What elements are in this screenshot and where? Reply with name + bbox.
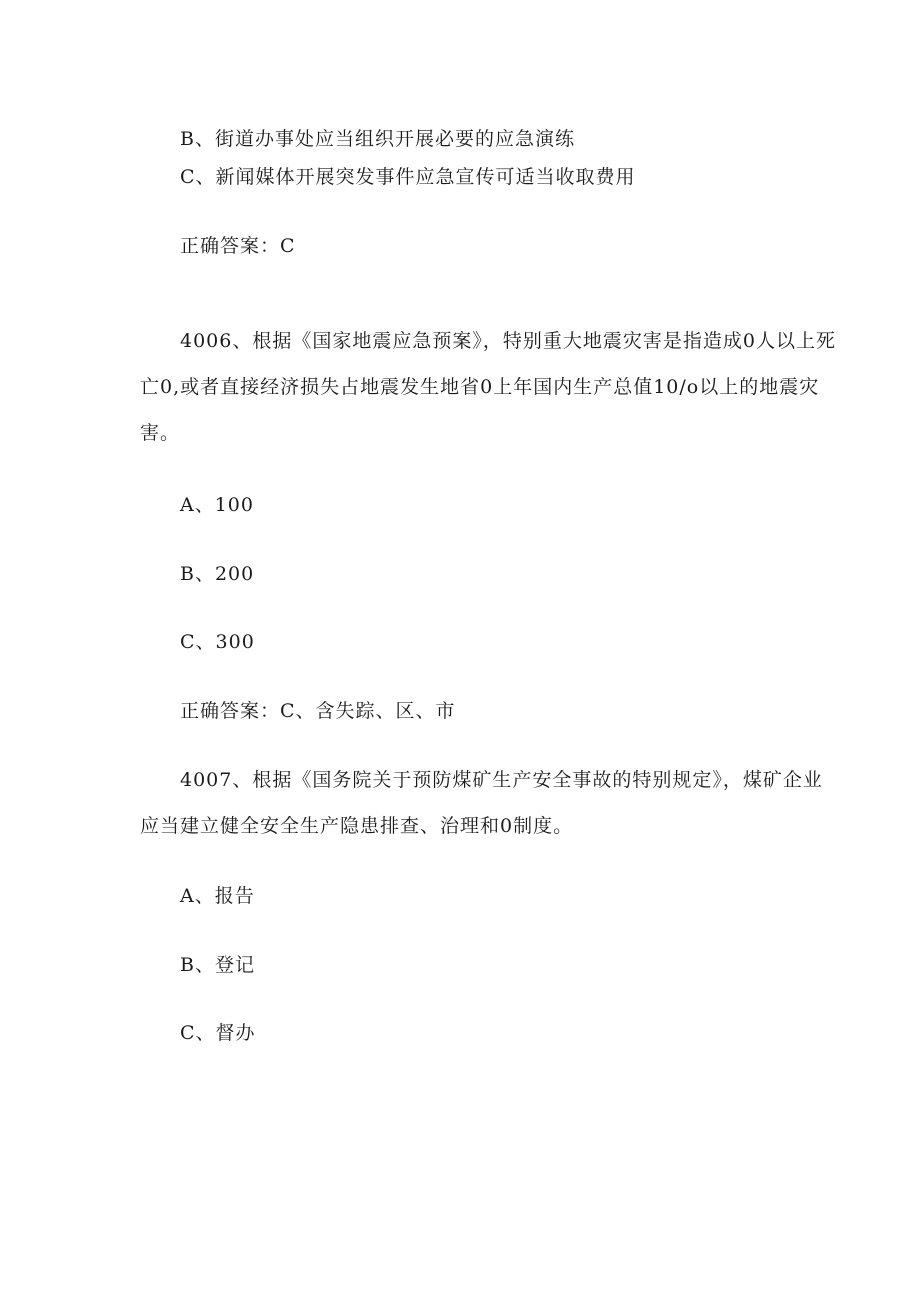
question-4007-line-2: 应当建立健全安全生产隐患排查、治理和0制度。 (140, 815, 574, 837)
q4006-option-b: B、200 (180, 563, 255, 585)
question-4006-line-2: 亡0,或者直接经济损失占地震发生地省0上年国内生产总值10/o以上的地震灾 (140, 376, 820, 398)
q4006-answer: 正确答案：C、含失踪、区、市 (180, 700, 456, 722)
question-4006 (140, 329, 836, 445)
question-4006-line-3: 害。 (140, 422, 181, 444)
q4007-option-a: A、报告 (180, 885, 255, 907)
question-4007 (140, 768, 823, 838)
prev-option-b: B、街道办事处应当组织开展必要的应急演练 (180, 128, 575, 150)
q4007-option-c: C、督办 (180, 1022, 256, 1044)
prev-option-c: C、新闻媒体开展突发事件应急宣传可适当收取费用 (180, 166, 636, 188)
q4007-option-b: B、登记 (180, 954, 255, 976)
question-4007-line-1: 4007、根据《国务院关于预防煤矿生产安全事故的特别规定》，煤矿企业 (180, 769, 823, 791)
prev-answer: 正确答案：C (180, 235, 296, 257)
q4006-option-a: A、100 (180, 494, 254, 516)
question-4006-line-1: 4006、根据《国家地震应急预案》，特别重大地震灾害是指造成0人以上死 (180, 330, 836, 352)
q4006-option-c: C、300 (180, 631, 255, 653)
